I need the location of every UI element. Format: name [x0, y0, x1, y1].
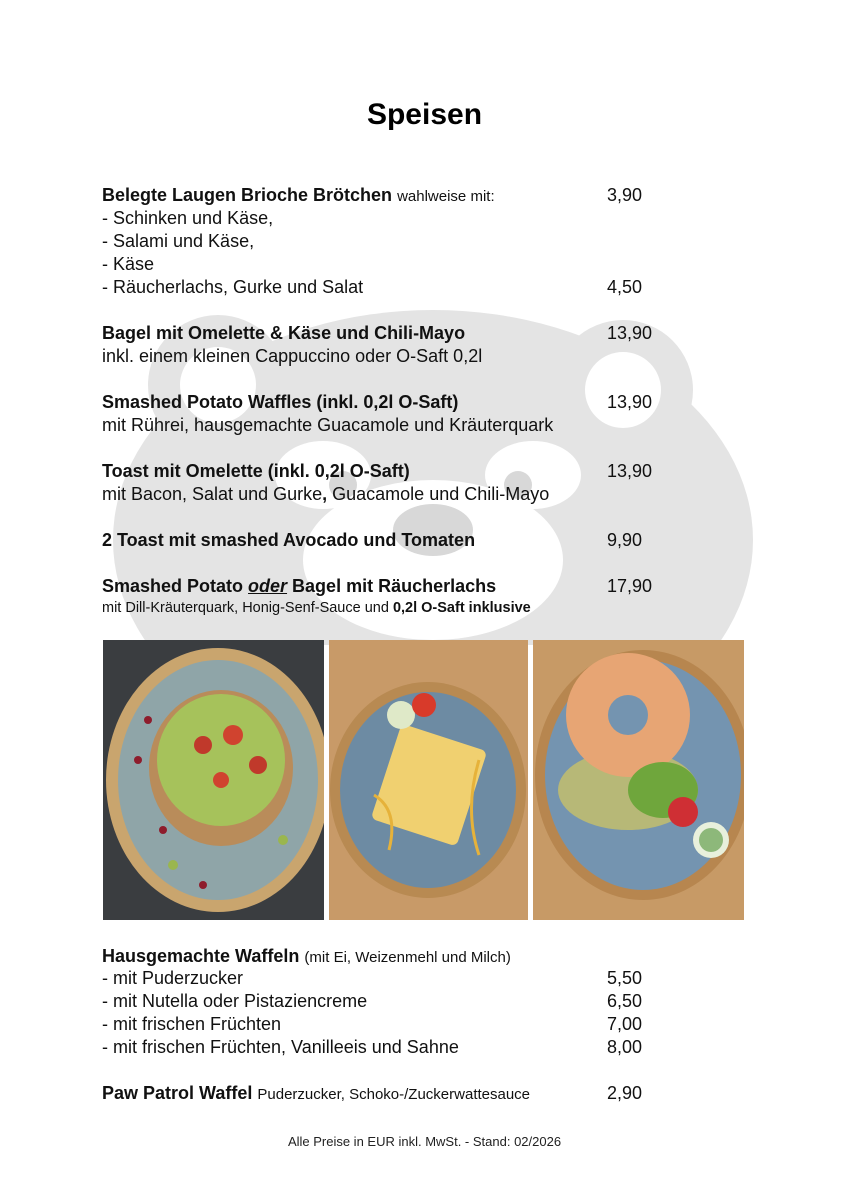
paw-patrol-item: [102, 1082, 530, 1106]
item-price: 9,90: [607, 530, 643, 550]
option-line: - Schinken und Käse,: [102, 208, 274, 228]
option-line: - Käse: [102, 254, 155, 274]
item-note: wahlweise mit:: [397, 188, 495, 205]
item-name-oder: oder: [248, 576, 288, 596]
potato-waffle-photo: [329, 640, 528, 920]
item-desc: inkl. einem kleinen Cappuccino oder O-Saft 0,2l: [102, 346, 483, 366]
item-note: (mit Ei, Weizenmehl und Milch): [304, 949, 511, 966]
item-price: 2,90: [607, 1083, 643, 1103]
item-name: Belegte Laugen Brioche Brötchen: [102, 185, 393, 205]
item-desc: mit Rührei, hausgemachte Guacamole und Kräuterquark: [102, 415, 554, 435]
list-item: - mit Nutella oder Pistaziencreme: [102, 991, 368, 1011]
item-name: Paw Patrol Waffel: [102, 1083, 253, 1103]
item-desc-bold: 0,2l O-Saft inklusive: [392, 600, 531, 616]
item-name: Bagel mit Omelette & Käse und Chili-Mayo: [102, 323, 466, 343]
item-price: 13,90: [607, 461, 653, 481]
item-price: 7,00: [607, 1014, 643, 1034]
option-line: - Salami und Käse,: [102, 231, 255, 251]
item-name: Smashed Potato Waffles (inkl. 0,2l O-Saft): [102, 392, 459, 412]
item-name: 2 Toast mit smashed Avocado und Tomaten: [102, 530, 476, 550]
item-desc-part: mit Bacon, Salat und Gurke: [102, 484, 323, 504]
brioche-header: [102, 184, 495, 208]
salmon-bagel-photo: [533, 640, 744, 920]
item-desc-comma: ,: [322, 484, 328, 504]
footer-note: Alle Preise in EUR inkl. MwSt. - Stand: 02/2026: [287, 1134, 562, 1149]
item-desc: [102, 597, 531, 620]
item-price: 4,50: [607, 277, 643, 297]
item-price: 17,90: [607, 576, 653, 596]
item-name: Hausgemachte Waffeln: [102, 946, 300, 966]
item-desc-part: Guacamole und Chili-Mayo: [327, 484, 550, 504]
list-item: - mit Puderzucker: [102, 968, 244, 988]
item-price: 13,90: [607, 392, 653, 412]
item-name: [102, 575, 496, 598]
page-title: Speisen: [366, 98, 483, 131]
item-price: 6,50: [607, 991, 643, 1011]
item-name-part: Smashed Potato: [102, 576, 249, 596]
item-desc: [102, 483, 549, 506]
list-item: - mit frischen Früchten: [102, 1014, 282, 1034]
avocado-toast-photo: [103, 640, 324, 920]
item-name-part: Bagel mit Räucherlachs: [287, 576, 497, 596]
item-price: 3,90: [607, 185, 643, 205]
item-note: Puderzucker, Schoko-/Zuckerwattesauce: [257, 1086, 531, 1103]
item-desc-part: mit Dill-Kräuterquark, Honig-Senf-Sauce und: [102, 600, 393, 616]
option-line: - Räucherlachs, Gurke und Salat: [102, 277, 364, 297]
item-price: 5,50: [607, 968, 643, 988]
item-price: 13,90: [607, 323, 653, 343]
list-item: - mit frischen Früchten, Vanilleeis und Sahne: [102, 1037, 459, 1057]
item-price: 8,00: [607, 1037, 643, 1057]
waffeln-header: [102, 945, 511, 969]
item-name: Toast mit Omelette (inkl. 0,2l O-Saft): [102, 461, 410, 481]
